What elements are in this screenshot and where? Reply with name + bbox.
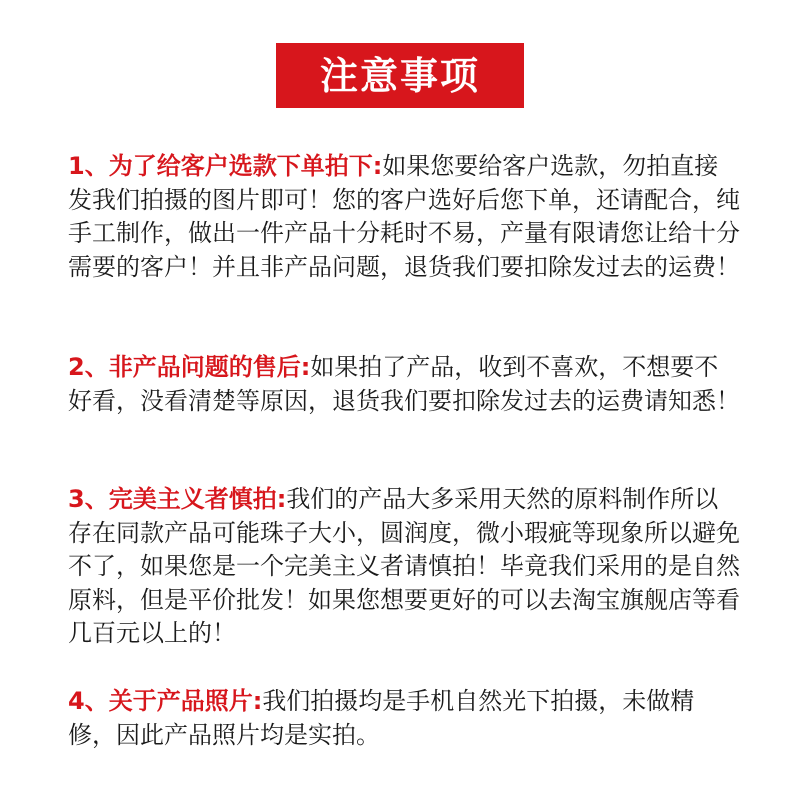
notice-heading: 完美主义者慎拍: xyxy=(108,485,287,513)
notice-item-4 xyxy=(68,685,740,752)
notice-item-1 xyxy=(68,150,740,284)
notice-number: 1、 xyxy=(68,152,109,180)
notice-item-2 xyxy=(68,351,740,418)
notice-heading: 非产品问题的售后: xyxy=(108,353,311,381)
notice-number: 4、 xyxy=(68,687,109,715)
notice-body: 我们的产品大多采用天然的原料制作所以存在同款产品可能珠子大小，圆润度，微小瑕疵等现象所以避免不了，如果您是一个完美主义者请慎拍！毕竟我们采用的是自然原料，但是平价批发！如果您想要更好的可以去淘宝旗舰店等看几百元以上的！ xyxy=(68,485,740,647)
notice-number: 3、 xyxy=(68,485,109,513)
notice-heading: 关于产品照片: xyxy=(108,687,263,715)
notice-body: 我们拍摄均是手机自然光下拍摄，未做精修，因此产品照片均是实拍。 xyxy=(68,687,695,749)
notice-body: 如果您要给客户选款，勿拍直接发我们拍摄的图片即可！您的客户选好后您下单，还请配合，纯手工制作，做出一件产品十分耗时不易，产量有限请您让给十分需要的客户！并且非产品问题，退货我们要扣除发过去的运费！ xyxy=(68,152,740,281)
title-banner xyxy=(276,43,524,108)
notice-number: 2、 xyxy=(68,353,109,381)
page-title: 注意事项 xyxy=(319,53,480,98)
notice-item-3 xyxy=(68,483,740,651)
notice-body: 如果拍了产品，收到不喜欢，不想要不好看，没看清楚等原因，退货我们要扣除发过去的运费请知悉！ xyxy=(68,353,740,415)
notice-heading: 为了给客户选款下单拍下: xyxy=(108,152,383,180)
